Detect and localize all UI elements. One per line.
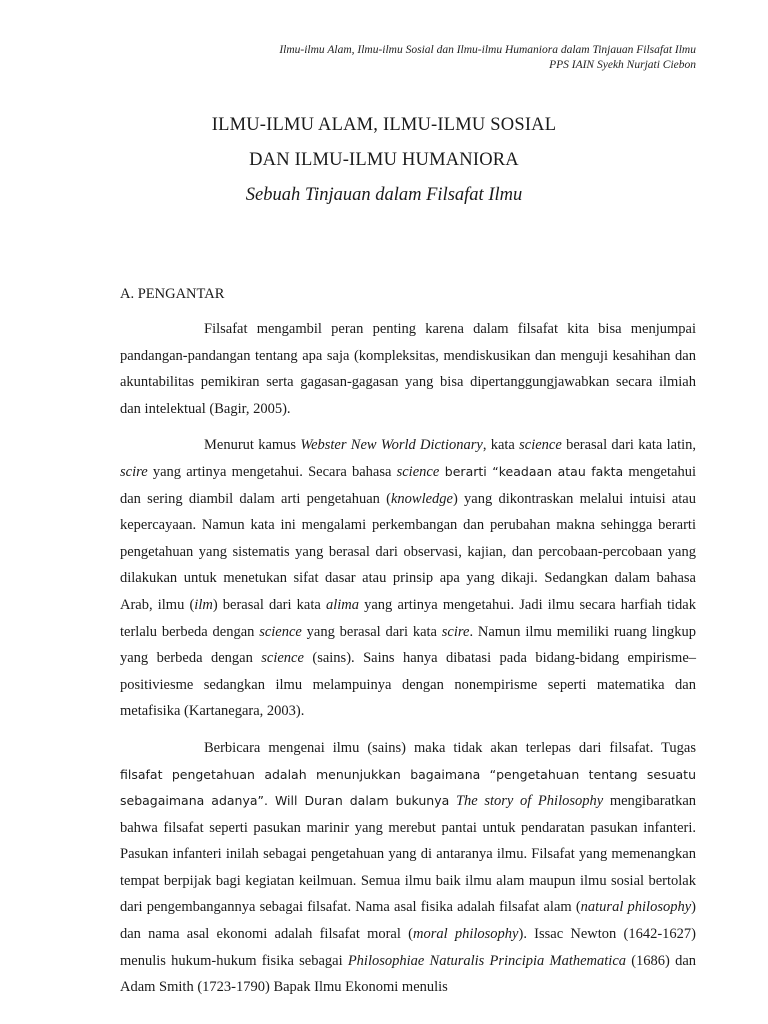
p2-italic: science <box>261 650 304 667</box>
p2-sans-text: berarti “keadaan atau fakta <box>439 463 624 479</box>
p3-text: ). Issac Newton (1642-1627) menulis hukum-hukum fisika sebagai <box>120 926 696 969</box>
p2-text: Menurut kamus <box>204 437 301 454</box>
p2-text: , kata <box>482 437 520 454</box>
p3-text: (1686) dan Adam Smith (1723-1790) Bapak Ilmu Ekonomi menulis <box>120 952 697 996</box>
p3-sans-text: filsafat pengetahuan adalah menunjukkan bagaimana “pengetahuan tentang sesuatu sebagaimana adanya”. Will Duran dalam bukunya <box>120 766 696 809</box>
p3-text <box>449 793 456 809</box>
running-header-title: Ilmu-ilmu Alam, Ilmu-ilmu Sosial dan Ilmu-ilmu Humaniora dalam Tinjauan Filsafat Ilmu <box>279 44 696 56</box>
p3-italic: natural philosophy <box>580 899 692 916</box>
paragraph-3 <box>120 735 696 1001</box>
p2-text: yang artinya mengetahui. Jadi ilmu secara harfiah tidak terlalu berbeda dengan <box>120 596 696 640</box>
section-heading: A. PENGANTAR <box>120 286 225 302</box>
p2-italic: knowledge <box>390 490 453 507</box>
title-line-2: DAN ILMU-ILMU HUMANIORA <box>249 150 519 170</box>
p2-italic: science <box>259 623 302 640</box>
p2-text: ) berasal dari kata <box>212 596 326 613</box>
p2-italic: Webster New World Dictionary <box>300 437 483 454</box>
p2-italic: scire <box>120 463 148 480</box>
p2-text: berasal dari kata latin, <box>561 437 697 454</box>
p3-text: ) dan nama asal ekonomi adalah filsafat moral ( <box>120 899 696 943</box>
p2-text: yang berasal dari kata <box>301 623 442 640</box>
p2-italic: science <box>396 463 440 480</box>
p2-text: . Namun ilmu memiliki ruang lingkup yang berbeda dengan <box>120 623 696 667</box>
p1-text: Filsafat mengambil peran penting karena dalam filsafat kita bisa menjumpai pandangan-pandangan tentang apa saja (kompleksitas, mendiskusikan dan menguji kesahihan dan akuntabilitas pemikiran serta gagasan-gagasan yang bisa dipertanggungjawabkan secara ilmiah dan intelektual (Bagir, 2005). <box>120 321 696 417</box>
p3-italic: Philosophiae Naturalis Principia Mathematica <box>347 952 627 969</box>
title-line-1: ILMU-ILMU ALAM, ILMU-ILMU SOSIAL <box>211 115 557 135</box>
paragraph-2 <box>120 432 696 725</box>
body-text <box>120 316 696 1011</box>
running-header-institution: PPS IAIN Syekh Nurjati Ciebon <box>549 59 696 71</box>
p2-text: (sains). Sains hanya dibatasi pada bidang-bidang empirisme– positiviesme sedangkan ilmu melampuinya dengan nonempirisme seperti matematika dan metafisika (Kartanegara, 2003). <box>120 650 697 720</box>
p2-italic: scire <box>441 623 470 640</box>
p2-italic: ilm <box>194 596 213 613</box>
p2-italic: science <box>519 437 562 454</box>
p3-text: Berbicara mengenai ilmu (sains) maka tidak akan terlepas dari filsafat. Tugas <box>204 739 696 756</box>
p2-text: mengetahui dan sering diambil dalam arti pengetahuan ( <box>120 463 696 507</box>
p3-italic: The story of Philosophy <box>455 793 604 810</box>
running-header <box>96 43 696 73</box>
paragraph-1 <box>120 316 696 422</box>
p2-text: yang artinya mengetahui. Secara bahasa <box>147 463 397 480</box>
subtitle: Sebuah Tinjauan dalam Filsafat Ilmu <box>245 185 523 205</box>
p3-italic: moral philosophy <box>412 926 519 943</box>
p3-text: mengibaratkan bahwa filsafat seperti pasukan marinir yang merebut pantai untuk pendaratan pasukan infanteri. Pasukan infanteri inilah sebagai pengetahuan yang di antaranya ilmu. Filsafat yang memenangkan tempat berpijak bagi kegiatan keilmuan. Semua ilmu baik ilmu alam maupun ilmu sosial bertolak dari pengembangannya sebagai filsafat. Nama asal fisika adalah filsafat alam ( <box>120 793 696 916</box>
title-block <box>0 108 768 213</box>
p2-text: ) yang dikontraskan melalui intuisi atau kepercayaan. Namun kata ini mengalami perkembangan dan perubahan makna sehingga berarti pengetahuan yang sistematis yang berasal dari observasi, kajian, dan percobaan-percobaan yang dilakukan untuk menetukan sifat dasar atau prinsip apa yang dikaji. Sedangkan dalam bahasa Arab, ilmu ( <box>120 490 696 613</box>
p2-italic: alima <box>325 596 359 613</box>
